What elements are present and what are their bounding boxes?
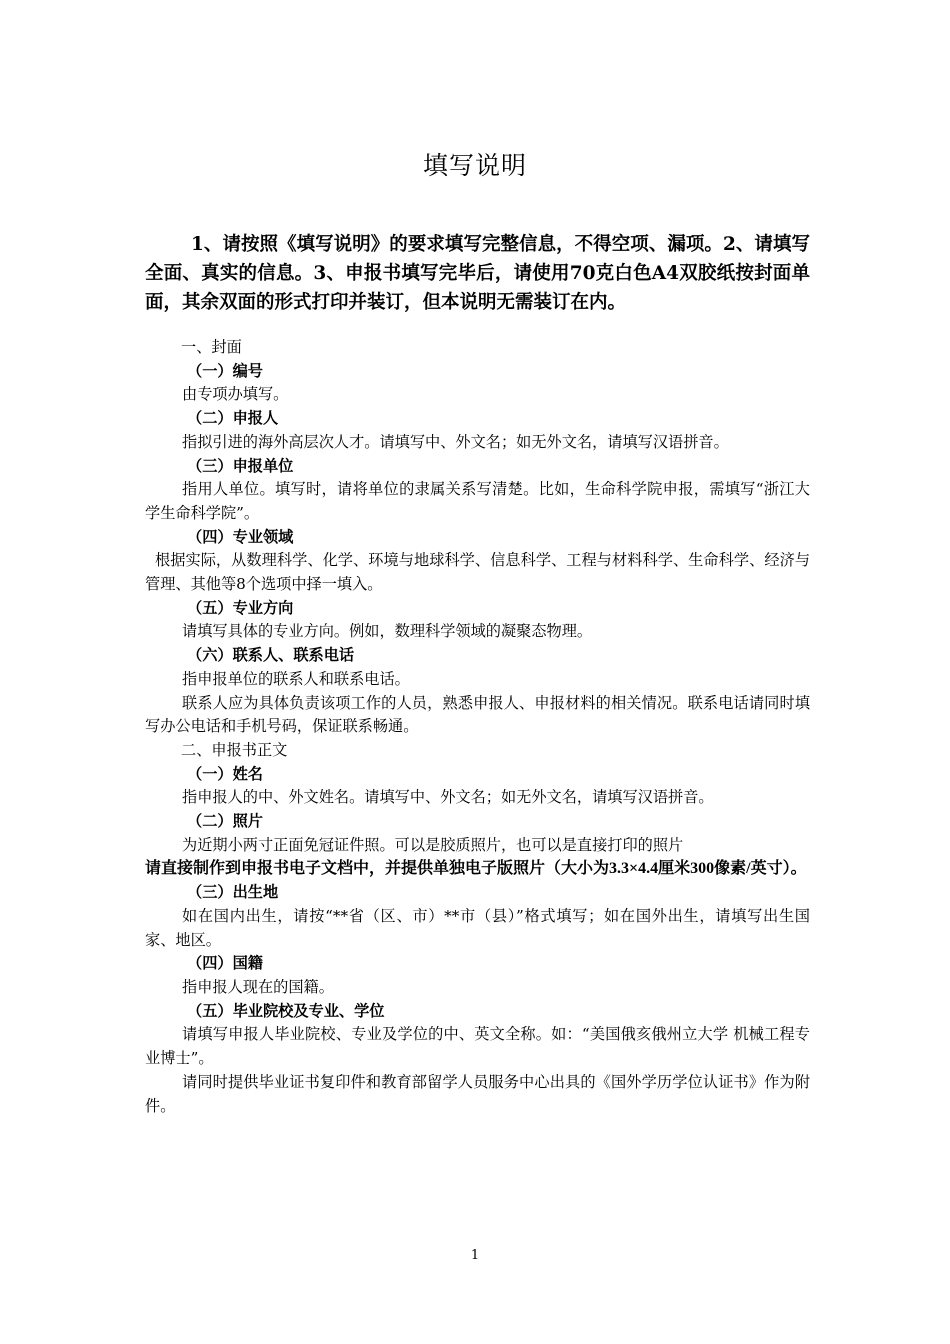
intro-paragraph: 1、请按照《填写说明》的要求填写完整信息，不得空项、漏项。2、请填写全面、真实的信息。3、申报书填写完毕后，请使用70克白色A4双胶纸按封面单面，其余双面的形式打印并装订，但本说明无需装订在内。	[145, 233, 810, 313]
paragraph: 如在国内出生，请按“**省（区、市）**市（县）”格式填写；如在国外出生，请填写出生国家、地区。	[145, 906, 810, 949]
page-title: 填写说明	[422, 151, 527, 180]
subheading-birthplace: （三）出生地	[187, 883, 279, 902]
paragraph: 根据实际，从数理科学、化学、环境与地球科学、信息科学、工程与材料科学、生命科学、经济与管理、其他等8个选项中择一填入。	[145, 551, 810, 594]
paragraph-bold: 请直接制作到申报书电子文档中，并提供单独电子版照片（大小为3.3×4.4厘米300像素/英寸）。	[145, 860, 807, 878]
paragraph: 由专项办填写。	[182, 385, 289, 404]
subheading-school: （五）毕业院校及专业、学位	[187, 1001, 385, 1020]
subheading-nationality: （四）国籍	[187, 954, 263, 973]
section-heading-body: 二、申报书正文	[181, 740, 288, 759]
paragraph: 指申报人的中、外文姓名。请填写中、外文名；如无外文名，请填写汉语拼音。	[182, 788, 714, 807]
paragraph: 为近期小两寸正面免冠证件照。可以是胶质照片，也可以是直接打印的照片	[182, 835, 684, 854]
subheading-contact: （六）联系人、联系电话	[187, 646, 355, 665]
paragraph: 请同时提供毕业证书复印件和教育部留学人员服务中心出具的《国外学历学位认证书》作为附件。	[145, 1072, 810, 1115]
paragraph: 指拟引进的海外高层次人才。请填写中、外文名；如无外文名，请填写汉语拼音。	[182, 432, 729, 451]
subheading-unit: （三）申报单位	[187, 456, 294, 475]
subheading-name: （一）姓名	[187, 764, 263, 783]
paragraph: 请填写具体的专业方向。例如，数理科学领域的凝聚态物理。	[182, 622, 593, 641]
subheading-number: （一）编号	[187, 361, 263, 380]
paragraph: 指用人单位。填写时，请将单位的隶属关系写清楚。比如，生命科学院申报，需填写“浙江大学生命科学院”。	[145, 480, 810, 522]
section-heading-cover: 一、封面	[181, 338, 242, 356]
paragraph: 指申报人现在的国籍。	[182, 977, 334, 996]
document-body	[145, 336, 810, 1118]
subheading-photo: （二）照片	[187, 812, 263, 831]
subheading-applicant: （二）申报人	[187, 409, 279, 428]
subheading-field: （四）专业领域	[187, 527, 294, 546]
paragraph: 指申报单位的联系人和联系电话。	[182, 669, 410, 688]
subheading-direction: （五）专业方向	[187, 598, 294, 617]
paragraph: 联系人应为具体负责该项工作的人员，熟悉申报人、申报材料的相关情况。联系电话请同时填写办公电话和手机号码，保证联系畅通。	[145, 693, 810, 736]
paragraph: 请填写申报人毕业院校、专业及学位的中、英文全称。如：“美国俄亥俄州立大学 机械工程专业博士”。	[145, 1025, 810, 1068]
page-number: 1	[470, 1248, 480, 1263]
